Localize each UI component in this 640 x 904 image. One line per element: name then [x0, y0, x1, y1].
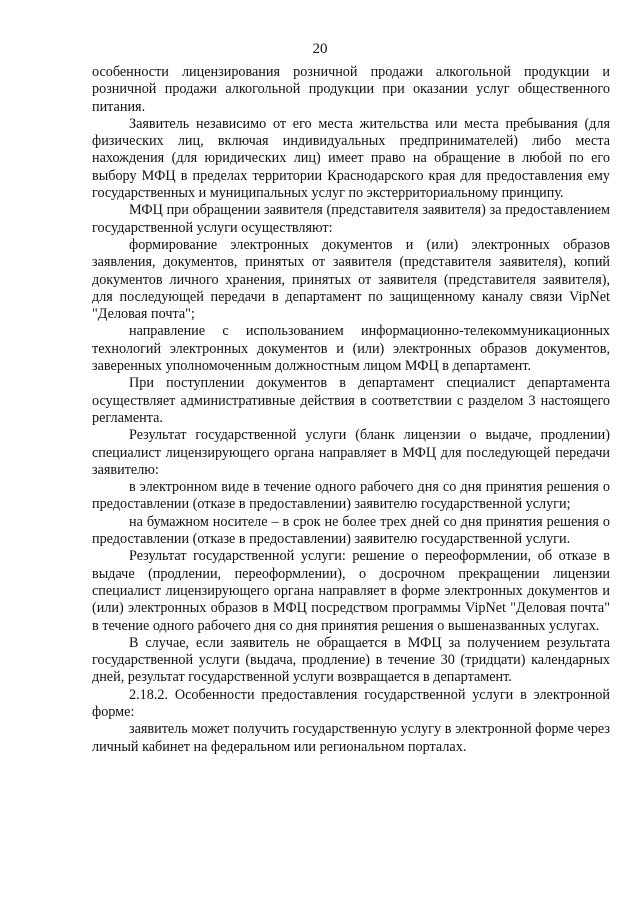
- paragraph: формирование электронных документов и (или) электронных образов заявления, документов, принятых от заявителя (представителя заявителя), копий документов личного хранения, принятых от заявителя (представителя заявителя), для последующей передачи в департамент по защищенному каналу связи VipNet "Деловая почта";: [92, 236, 610, 323]
- paragraph: Результат государственной услуги: решение о переоформлении, об отказе в выдаче (продлении, переоформлении), о досрочном прекращении лицензии специалист лицензирующего органа направляет в форме электронных документов и (или) электронных образов в МФЦ посредством программы VipNet "Деловая почта" в течение одного рабочего дня со дня принятия решения о вышеназванных услугах.: [92, 548, 610, 634]
- paragraph: В случае, если заявитель не обращается в МФЦ за получением результата государственной услуги (выдача, продление) в течение 30 (тридцати) календарных дней, результат государственной услуги возвращается в департамент.: [92, 634, 610, 686]
- paragraph: заявитель может получить государственную услугу в электронной форме через личный кабинет на федеральном или региональном порталах.: [92, 721, 610, 755]
- page-number: 20: [312, 41, 328, 57]
- paragraph: При поступлении документов в департамент специалист департамента осуществляет административные действия в соответствии с разделом 3 настоящего регламента.: [92, 375, 610, 426]
- paragraph: на бумажном носителе – в срок не более трех дней со дня принятия решения о предоставлении (отказе в предоставлении) заявителю государственной услуги.: [92, 513, 610, 548]
- paragraph: особенности лицензирования розничной продажи алкогольной продукции и розничной продажи алкогольной продукции при оказании услуг общественного питания.: [92, 64, 610, 115]
- paragraph: Результат государственной услуги (бланк лицензии о выдаче, продлении) специалист лицензирующего органа направляет в МФЦ для последующей передачи заявителю:: [92, 427, 610, 478]
- paragraph: МФЦ при обращении заявителя (представителя заявителя) за предоставлением государственной услуги осуществляют:: [92, 202, 610, 236]
- section-heading-2-18-2: 2.18.2. Особенности предоставления государственной услуги в электронной форме:: [92, 686, 610, 720]
- paragraph: Заявитель независимо от его места жительства или места пребывания (для физических лиц, включая индивидуальных предпринимателей) либо места нахождения (для юридических лиц) имеет право на обращение в любой по его выбору МФЦ в пределах территории Краснодарского края для предоставления ему государственных и муниципальных услуг по экстерриториальному принципу.: [92, 115, 610, 202]
- document-body: [92, 64, 610, 756]
- paragraph: в электронном виде в течение одного рабочего дня со дня принятия решения о предоставлении (отказе в предоставлении) заявителю государственной услуги;: [92, 479, 610, 513]
- paragraph: направление с использованием информационно-телекоммуникационных технологий электронных документов и (или) электронных образов документов, заверенных уполномоченным должностным лицом МФЦ в департамент.: [92, 323, 610, 375]
